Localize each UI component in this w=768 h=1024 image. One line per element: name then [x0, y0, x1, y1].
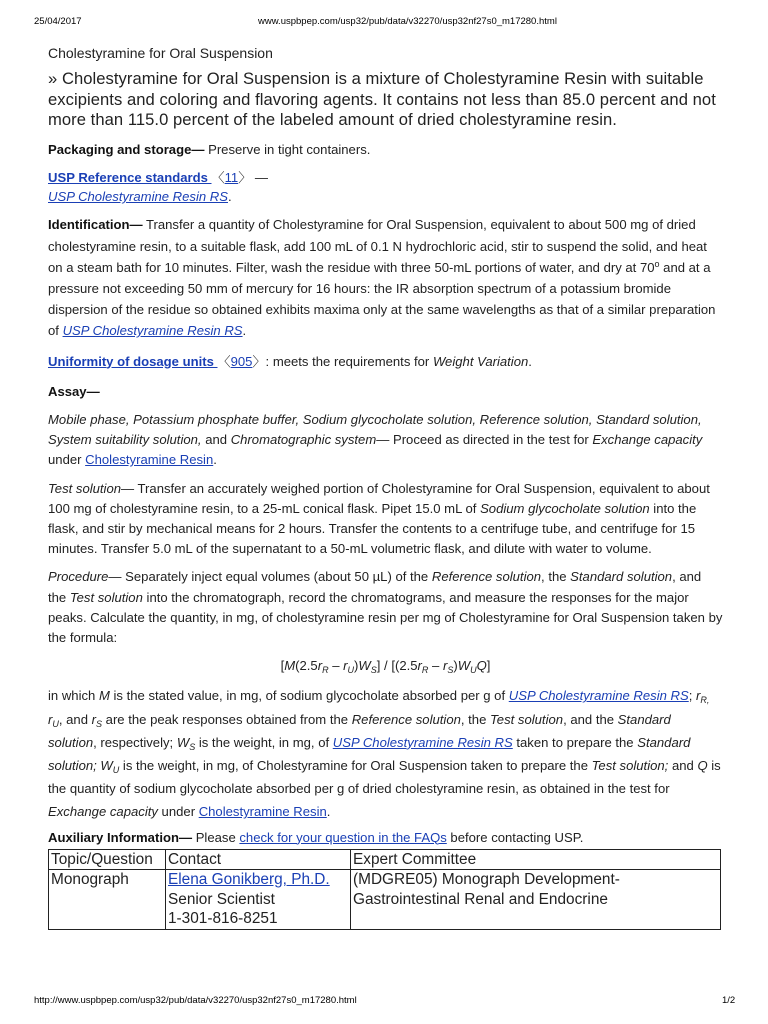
faq-link[interactable]: check for your question in the FAQs — [239, 829, 447, 845]
assay-paragraph-1: Mobile phase, Potassium phosphate buffer, Sodium glycocholate solution, Reference solution, Standard solution, System suitability solution, and Chromatographic system— Proceed as directed in the test for Exchange capacity under Cholestyramine Resin. — [48, 411, 703, 468]
packaging-text: Preserve in tight containers. — [204, 142, 371, 158]
contact-title: Senior Scientist — [168, 890, 275, 908]
auxiliary-label: Auxiliary Information— — [48, 829, 193, 845]
reference-section: USP Reference standards 〈11〉 — USP Cholestyramine Resin RS. — [48, 170, 269, 205]
identification-rs-link[interactable]: USP Cholestyramine Resin RS — [62, 323, 243, 339]
packaging-section — [48, 140, 723, 160]
footer-page: 1/2 — [722, 995, 736, 1006]
header-committee: Expert Committee — [351, 849, 721, 870]
uniformity-section: Uniformity of dosage units 〈905〉: meets the requirements for Weight Variation. — [48, 353, 532, 369]
assay-formula: $[M(2.5r_R - r_U)W_S] / [(2.5r_R - r_S)W_UQ]$ — [280, 658, 491, 676]
identification-label: Identification— — [48, 217, 143, 233]
contact-name-link[interactable]: Elena Gonikberg, Ph.D. — [168, 871, 330, 889]
header-topic: Topic/Question — [49, 849, 166, 870]
cell-topic: Monograph — [49, 870, 166, 930]
table-row — [49, 870, 721, 930]
header-contact: Contact — [166, 849, 351, 870]
reference-num-link[interactable]: 11 — [224, 170, 239, 186]
packaging-label: Packaging and storage— — [48, 142, 205, 158]
reference-dash: — — [251, 170, 269, 186]
document-body — [48, 43, 723, 930]
identification-section: Identification— Transfer a quantity of Cholestyramine for Oral Suspension, equivalent to about 500 mg of dried cholestyramine resin, to a suitable flask, add 100 mL of 0.1 N hydrochloric acid, stir to suspend the solid, and heat on a steam bath for 10 minutes. Filter, wash the residue with three 50-mL portions of water, and dry at 70$^o$ and at a pressure not exceeding 50 mm of mercury for 16 hours: the IR absorption spectrum of a potassium bromide dispersion of the residue so obtained exhibits maxima only at the same wavelengths as that of a similar preparation of USP Cholestyramine Resin RS. — [48, 217, 716, 339]
reference-standards-link[interactable]: USP Reference standards — [48, 170, 212, 186]
cholestyramine-resin-link-1[interactable]: Cholestyramine Resin — [85, 452, 214, 468]
intro-paragraph: » Cholestyramine for Oral Suspension is a mixture of Cholestyramine Resin with suitable excipients and coloring and flavoring agents. It contains not less than 85.0 percent and not more than 115.0 percent of the labeled amount of dried cholestyramine resin. — [48, 69, 716, 129]
cell-contact — [166, 870, 351, 930]
header-url: www.uspbpep.com/usp32/pub/data/v32270/usp32nf27s0_m17280.html — [258, 16, 557, 27]
header-date: 25/04/2017 — [34, 16, 82, 27]
reference-open: 〈 — [211, 170, 225, 186]
contact-phone: 1-301-816-8251 — [168, 910, 278, 928]
assay-paragraph-4: in which M is the stated value, in mg, of sodium glycocholate absorbed per g of USP Cholestyramine Resin RS; $r_{R,}$ $r_U$, and $r_S$ are the peak responses obtained from the Reference solution, the Test solution, and the Standard solution, respectively; $W_S$ is the weight, in mg, of USP Cholestyramine Resin RS taken to prepare the Standard solution; $W_U$ is the weight, in mg, of Cholestyramine for Oral Suspension taken to prepare the Test solution; and Q is the quantity of sodium glycocholate absorbed per g of dried cholestyramine resin, as obtained in the test for Exchange capacity under Cholestyramine Resin. — [48, 688, 721, 820]
cholestyramine-resin-link-2[interactable]: Cholestyramine Resin — [198, 804, 327, 820]
reference-close: 〉 — [238, 170, 252, 186]
rs-link[interactable]: USP Cholestyramine Resin RS — [48, 189, 228, 205]
degree-mark: o — [654, 258, 660, 269]
assay-paragraph-3: Procedure— Separately inject equal volumes (about 50 µL) of the Reference solution, the Standard solution, and the Test solution into the chromatograph, record the chromatograms, and measure the responses for the major peaks. Calculate the quantity, in mg, of cholestyramine resin per mg of Cholestyramine for Oral Suspension taken by the formula: — [48, 569, 723, 645]
uniformity-num-link[interactable]: 905 — [230, 353, 253, 369]
assay-paragraph-2: Test solution— Transfer an accurately weighed portion of Cholestyramine for Oral Suspension, equivalent to about 100 mg of cholestyramine resin, to a 25-mL conical flask. Pipet 15.0 mL of Sodium glycocholate solution into the flask, and stir by mechanical means for 2 hours. Transfer the contents to a centrifuge tube, and centrifuge for 15 minutes. Transfer 5.0 mL of the supernatant to a 50-mL volumetric flask, and dilute with water to volume. — [48, 480, 710, 557]
assay-heading: Assay— — [48, 383, 100, 399]
table-header-row — [49, 849, 721, 870]
rs-link-3[interactable]: USP Cholestyramine Resin RS — [332, 734, 513, 750]
cell-committee: (MDGRE05) Monograph Development- Gastrointestinal Renal and Endocrine — [351, 870, 721, 930]
uniformity-link[interactable]: Uniformity of dosage units — [48, 353, 218, 369]
auxiliary-section: Auxiliary Information— Please check for your question in the FAQs before contacting USP. — [48, 829, 584, 845]
auxiliary-table — [48, 849, 721, 930]
document-title: Cholestyramine for Oral Suspension — [48, 45, 273, 61]
footer-url: http://www.uspbpep.com/usp32/pub/data/v32270/usp32nf27s0_m17280.html — [34, 995, 357, 1006]
rs-link-2[interactable]: USP Cholestyramine Resin RS — [508, 688, 689, 704]
